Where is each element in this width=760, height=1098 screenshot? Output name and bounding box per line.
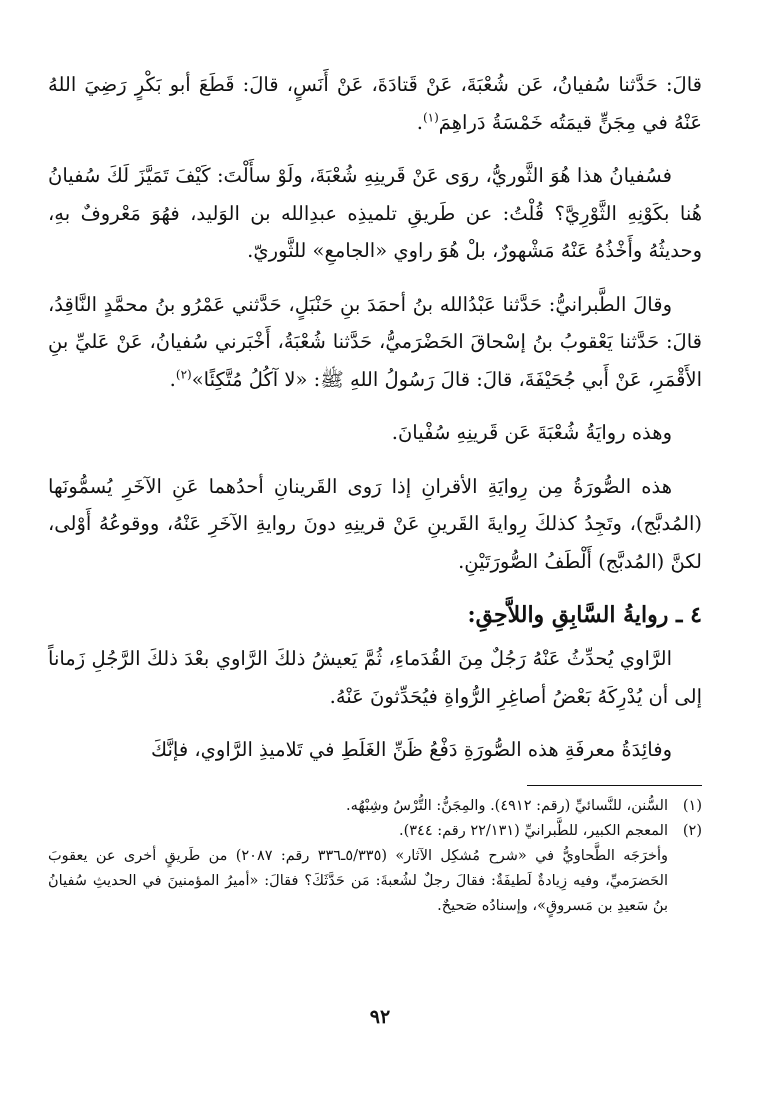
paragraph-3 (48, 286, 702, 399)
section-heading: ٤ ـ روايةُ السَّابِقِ واللاَّحِقِ: (467, 602, 702, 628)
footnote-2-continuation: وأخرَجَه الطَّحاويُّ في «شرح مُشكِل الآثار» (٥/٣٣٥ـ٣٣٦ رقم: ٢٠٨٧) من طَريقٍ أخرى عن يعقوبَ الحَضرَميِّ، وفيه زِيادةٌ لَطيفَةٌ: فقالَ رجلٌ لشُعبةَ: مَن حَدَّثَكَ؟ فقالَ: «أميرُ المؤمنينَ في الحديثِ سُفيانُ بنُ سَعيدِ بن مَسروقٍ»، وإسنادُه صَحيحٌ. (48, 847, 669, 914)
footnote-1 (48, 794, 702, 819)
footnote-ref-2: (٢) (175, 367, 192, 381)
paragraph-3-end: . (169, 367, 176, 391)
paragraph-3-text: وقالَ الطَّبرانيُّ: حَدَّثنا عَبْدُالله بنُ أحمَدَ بنِ حَنْبَلٍ، حَدَّثني عَمْرُو بنُ محمَّدٍ النَّاقِدُ، قالَ: حَدَّثنا يَعْقوبُ بنُ إسْحاقَ الحَضْرَميُّ، حَدَّثنا شُعْبَةُ، أَخْبَرني سُفيانُ، عَنْ عَليِّ بنِ الأَقْمَرِ، عَنْ أَبي جُحَيْفَةَ، قالَ: قالَ رَسُولُ اللهِ ﷺ: «لا آكُلُ مُتَّكِئًا» (48, 292, 702, 391)
footnote-1-number: (١) (682, 797, 702, 814)
page-number: ٩٢ (369, 1006, 391, 1028)
paragraph-1-end: . (416, 110, 423, 134)
paragraph-6: الرَّاوي يُحدِّثُ عَنْهُ رَجُلٌ مِنَ القُدَماءِ، ثُمَّ يَعيشُ ذلكَ الرَّاوي بعْدَ ذلكَ الرَّجُلِ زَماناً إلى أن يُدْرِكَهُ بَعْضُ أصاغِرِ الرُّواةِ فيُحَدِّثونَ عَنْهُ. (48, 647, 702, 708)
paragraph-4: وهذه روايَةُ شُعْبَةَ عَن قَرينِهِ سُفْيانَ. (391, 421, 672, 444)
paragraph-2: فسُفيانُ هذا هُوَ الثَّوريُّ، روَى عَنْ قَرينِهِ شُعْبَةَ، ولَوْ سأَلْتَ: كَيْفَ تَمَيَّزَ لَكَ سُفيانُ هُنا بكَوْنِهِ الثَّوْرِيَّ؟ قُلْتُ: عن طَريقِ تلميذِه عبدِالله بن الوَليد، فهُوَ مَعْروفٌ بهِ، وحديثُهُ وأَخْذُهُ عَنْهُ مَشْهورٌ، بلْ هُوَ راوي «الجامعِ» للثَّوريّ. (48, 164, 702, 262)
paragraph-1-text: قالَ: حَدَّثنا سُفيانُ، عَن شُعْبَةَ، عَنْ قَتادَةَ، عَنْ أَنَسٍ، قالَ: قَطَعَ أبو بَكْرٍ رَضِيَ اللهُ عَنْهُ في مِجَنٍّ قيمَتُه خَمْسَةُ دَراهِمَ (48, 73, 702, 134)
footnote-separator (527, 785, 702, 786)
footnote-1-text: السُّنن، للنَّسائيِّ (رقم: ٤٩١٢). والمِجَنُّ: التُّرْسُ وشِبْهُه. (346, 797, 668, 814)
paragraph-1 (48, 66, 702, 141)
paragraph-7: وفائِدَةُ معرفَةِ هذه الصُّورَةِ دَفْعُ ظَنِّ الغَلَطِ في تَلاميذِ الرَّاوي، فإنَّكَ (151, 738, 672, 761)
footnote-2-number: (٢) (682, 822, 702, 839)
footnotes (48, 794, 702, 919)
footnote-ref-1: (١) (422, 110, 439, 124)
footnote-2 (48, 819, 702, 844)
page-body (48, 66, 702, 919)
footnote-2-text: المعجم الكبير، للطَّبرانيِّ (٢٢/١٣١ رقم: ٣٤٤). (398, 822, 668, 839)
paragraph-5: هذه الصُّورَةُ مِن رِوايَةِ الأقرانِ إذا رَوى القَرينانِ أحدُهما عَنِ الآخَرِ يُسمُّونَها (المُدبَّج)، وتَجِدُ كذلكَ رِوايةَ القَرينِ عَنْ قرينِهِ دونَ روايةِ الآخَرِ عَنْهُ، ووقوعُهُ أَوْلى، لكنَّ (المُدبَّج) أَلْطَفُ الصُّورَتَيْنِ. (48, 474, 702, 573)
